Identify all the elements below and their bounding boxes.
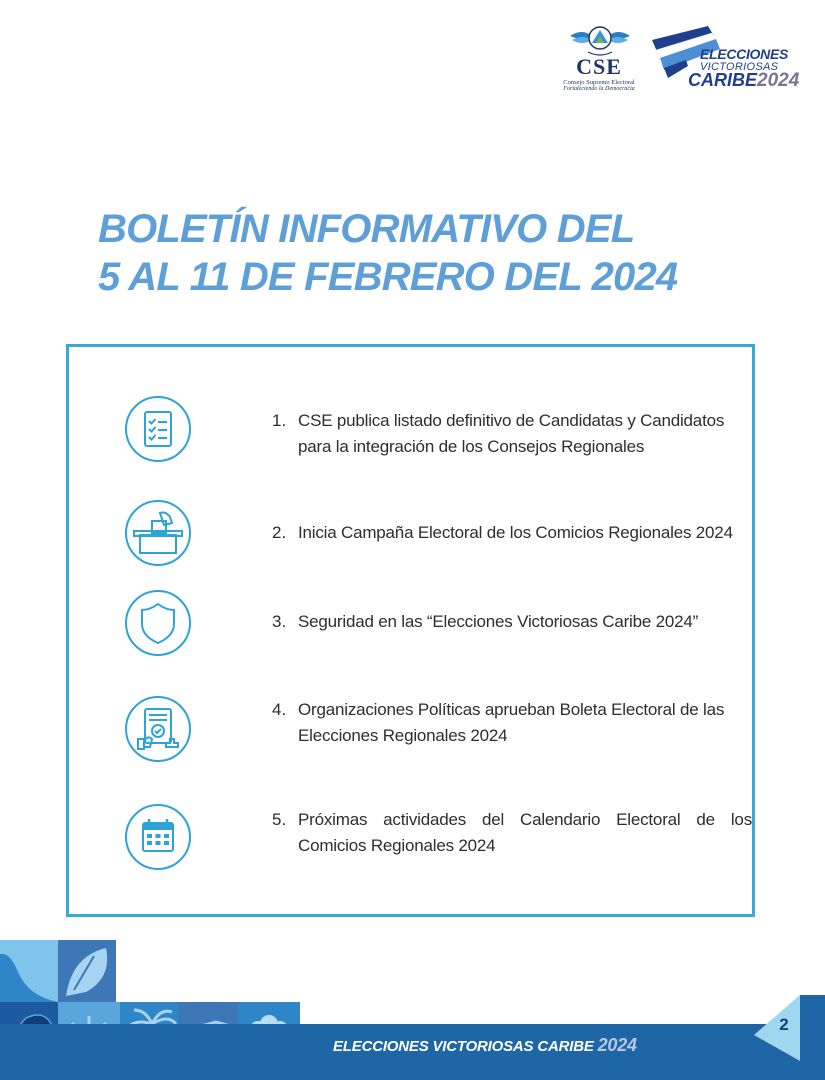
elections-logo-line3 (688, 70, 799, 92)
shield-icon (124, 589, 192, 657)
item-number: 1. (272, 411, 287, 430)
cse-name: CSE (576, 54, 622, 79)
approved-ballot-icon (124, 695, 192, 763)
footer-label: ELECCIONES VICTORIOSAS CARIBE (333, 1038, 594, 1055)
elections-logo-line2: VICTORIOSAS (700, 61, 779, 73)
list-item[interactable] (124, 693, 725, 763)
item-text: CSE publica listado definitivo de Candidatas y Candidatos para la integración de los Consejos Regionales (298, 411, 725, 456)
item-text: Organizaciones Políticas aprueban Boleta Electoral de las Elecciones Regionales 2024 (298, 700, 725, 745)
page-number: 2 (779, 1015, 789, 1034)
item-text: Inicia Campaña Electoral de los Comicios Regionales 2024 (298, 523, 733, 542)
item-text: Seguridad en las “Elecciones Victoriosas Caribe 2024” (298, 612, 699, 631)
list-item[interactable] (124, 803, 752, 873)
item-number: 2. (272, 523, 287, 542)
elecciones-victoriosas-logo (648, 22, 808, 94)
list-item[interactable] (124, 587, 704, 657)
cse-logo (560, 22, 638, 92)
checklist-icon (124, 395, 192, 463)
calendar-icon (124, 803, 192, 871)
footer-year: 2024 (597, 1035, 637, 1055)
bulletin-title (98, 205, 738, 301)
elections-logo-year: 2024 (757, 70, 800, 91)
table-of-contents-box (66, 344, 755, 917)
cse-emblem-icon (568, 22, 632, 58)
cse-subtitle: Consejo Supremo Electoral (563, 79, 635, 86)
title-line-1: BOLETÍN INFORMATIVO DEL (98, 207, 635, 251)
item-text: Próximas actividades del Calendario Electoral de los Comicios Regionales 2024 (298, 810, 752, 855)
item-number: 3. (272, 612, 287, 631)
item-number: 4. (272, 700, 287, 719)
title-line-2: 5 AL 11 DE FEBRERO DEL 2024 (98, 255, 678, 299)
list-item[interactable] (124, 497, 733, 567)
item-number: 5. (272, 810, 287, 829)
cse-motto: Fortaleciendo la Democracia (563, 86, 635, 92)
ballot-box-icon (124, 499, 192, 567)
elections-logo-line1: ELECCIONES (700, 46, 789, 62)
elections-logo-caribe: CARIBE (688, 70, 758, 90)
list-item[interactable] (124, 393, 725, 463)
footer-text (333, 1035, 637, 1056)
